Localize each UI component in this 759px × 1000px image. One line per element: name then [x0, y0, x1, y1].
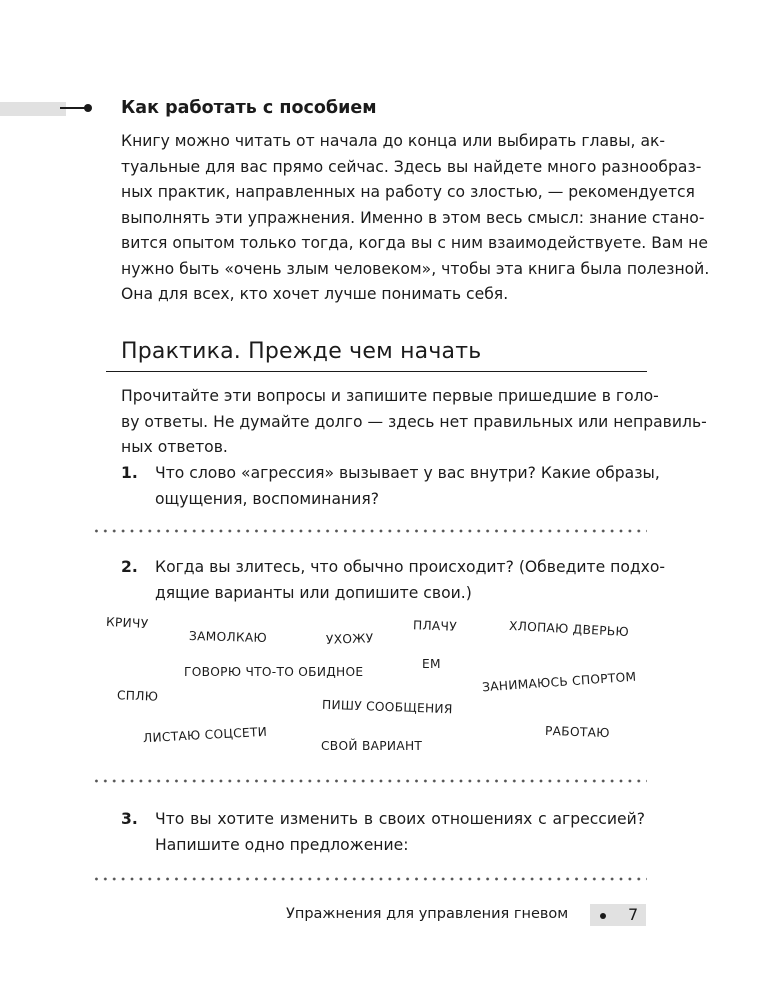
question-number: 2.: [121, 558, 138, 576]
section-paragraph: [121, 129, 710, 308]
question-line: ощущения, воспоминания?: [155, 489, 380, 508]
option-word[interactable]: ПИШУ СООБЩЕНИЯ: [321, 697, 453, 717]
paragraph-line: ных практик, направленных на работу со злостью, — рекомендуется: [121, 183, 695, 201]
section-heading: Как работать с пособием: [121, 98, 377, 118]
intro-line: ву ответы. Не думайте долго — здесь нет правильных или неправиль-: [121, 412, 707, 431]
practice-intro: [121, 384, 707, 461]
option-word[interactable]: КРИЧУ: [105, 614, 149, 632]
question-line: Когда вы злитесь, что обычно происходит? (Обведите подхо-: [155, 558, 666, 576]
option-word[interactable]: СВОЙ ВАРИАНТ: [321, 739, 423, 753]
option-word[interactable]: СПЛЮ: [116, 688, 159, 704]
intro-line: ных ответов.: [121, 438, 228, 456]
section-marker-line: [60, 107, 86, 109]
question-line: Что вы хотите изменить в своих отношениях с агрессией?: [155, 810, 645, 828]
question-number: 1.: [121, 464, 138, 482]
paragraph-line: Она для всех, кто хочет лучше понимать себя.: [121, 285, 509, 303]
question-text: [155, 461, 660, 512]
question-line: дящие варианты или допишите свои.): [155, 583, 472, 602]
practice-title: Практика. Прежде чем начать: [121, 339, 482, 364]
page-number: 7: [628, 905, 639, 924]
option-word[interactable]: УХОЖУ: [325, 631, 374, 647]
question-text: [155, 555, 666, 606]
section-marker-bar: [0, 102, 66, 116]
option-word[interactable]: ЛИСТАЮ СОЦСЕТИ: [142, 724, 268, 746]
paragraph-line: нужно быть «очень злым человеком», чтобы эта книга была полезной.: [121, 259, 710, 278]
intro-line: Прочитайте эти вопросы и запишите первые пришедшие в голо-: [121, 387, 659, 405]
option-word[interactable]: ГОВОРЮ ЧТО-ТО ОБИДНОЕ: [184, 665, 364, 679]
option-word[interactable]: ЕМ: [422, 657, 441, 671]
paragraph-line: вится опытом только тогда, когда вы с ним взаимодействуете. Вам не: [121, 234, 708, 252]
page-dot-icon: [600, 913, 606, 919]
question-number: 3.: [121, 810, 138, 828]
question-text: [155, 807, 645, 858]
question-line: Что слово «агрессия» вызывает у вас внутри? Какие образы,: [155, 464, 660, 482]
paragraph-line: туальные для вас прямо сейчас. Здесь вы найдете много разнообраз-: [121, 157, 702, 176]
practice-title-rule: [106, 371, 647, 372]
answer-dotted-line: [92, 877, 647, 881]
section-marker-dot: [84, 104, 92, 112]
option-word[interactable]: ЗАНИМАЮСЬ СПОРТОМ: [481, 669, 637, 695]
option-word[interactable]: ЗАМОЛКАЮ: [188, 628, 268, 646]
answer-dotted-line: [92, 529, 647, 533]
paragraph-line: выполнять эти упражнения. Именно в этом весь смысл: знание стано-: [121, 208, 705, 227]
option-word[interactable]: РАБОТАЮ: [544, 723, 610, 741]
footer-title: Упражнения для управления гневом: [286, 906, 569, 922]
answer-dotted-line: [92, 779, 647, 783]
option-word[interactable]: ПЛАЧУ: [412, 618, 458, 634]
option-word[interactable]: ХЛОПАЮ ДВЕРЬЮ: [508, 618, 630, 640]
paragraph-line: Книгу можно читать от начала до конца или выбирать главы, ак-: [121, 132, 666, 150]
question-line: Напишите одно предложение:: [155, 835, 409, 854]
